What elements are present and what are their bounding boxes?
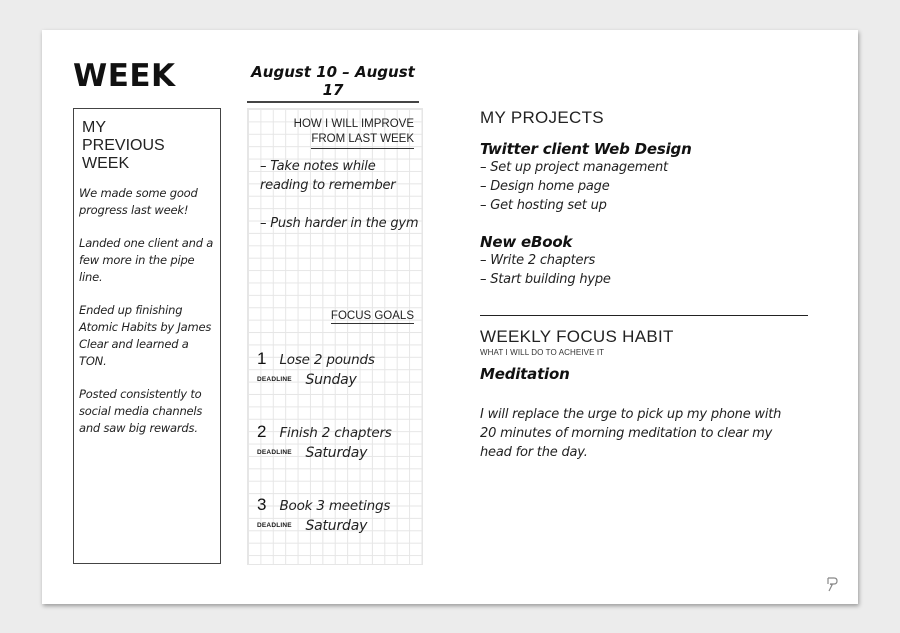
habit-description: I will replace the urge to pick up my phone with 20 minutes of morning meditation to clear my head for the day.: [480, 407, 782, 460]
brand-logo-icon: [826, 576, 838, 592]
note-paragraph: We made some good progress last week!: [79, 186, 198, 217]
note-paragraph: Ended up finishing Atomic Habits by James Clear and learned a TON.: [79, 303, 212, 368]
previous-week-panel: [73, 108, 221, 564]
project-task: – Design home page: [480, 179, 610, 194]
project-task: – Get hosting set up: [480, 198, 607, 213]
habit-subheading: WHAT I WILL DO TO ACHEIVE IT: [480, 348, 605, 357]
projects-heading: MY PROJECTS: [480, 108, 604, 127]
improve-heading-line2: FROM LAST WEEK: [311, 132, 414, 149]
improve-heading-line1: HOW I WILL IMPROVE: [293, 118, 414, 130]
goal-text: Finish 2 chapters: [279, 425, 392, 441]
project-task: – Write 2 chapters: [480, 253, 596, 268]
improve-and-goals-panel: [247, 108, 423, 565]
deadline-label: DEADLINE: [257, 376, 292, 384]
previous-week-title-line: PREVIOUS: [82, 137, 165, 154]
project-task-list: [480, 251, 810, 289]
focus-goal: [257, 349, 422, 389]
project-name: New eBook: [480, 233, 573, 251]
projects-section: [480, 108, 810, 289]
focus-goals-heading: FOCUS GOALS: [330, 310, 414, 322]
goal-deadline: Saturday: [305, 517, 368, 534]
project-task: – Set up project management: [480, 160, 668, 175]
improve-heading: [294, 117, 414, 149]
project-task: – Start building hype: [480, 272, 611, 287]
habit-name: Meditation: [480, 365, 570, 383]
previous-week-notes: [79, 185, 217, 453]
project-name: Twitter client Web Design: [480, 140, 692, 158]
planner-page: [42, 30, 858, 604]
habit-section: [480, 327, 810, 462]
goal-number: 3: [257, 495, 267, 514]
note-paragraph: Posted consistently to social media channels and saw big rewards.: [79, 387, 203, 435]
date-range: August 10 – August 17: [247, 63, 419, 103]
habit-heading: WEEKLY FOCUS HABIT: [480, 327, 674, 346]
goal-text: Book 3 meetings: [279, 498, 391, 514]
focus-goal: [257, 422, 422, 462]
focus-goal: [257, 495, 422, 535]
previous-week-title: [82, 119, 165, 173]
goal-deadline: Sunday: [305, 371, 357, 388]
improve-list: [260, 157, 420, 252]
previous-week-title-line: WEEK: [82, 155, 130, 172]
goal-number: 2: [257, 422, 267, 441]
goal-deadline: Saturday: [305, 444, 368, 461]
previous-week-title-line: MY: [82, 119, 106, 136]
section-divider: [480, 315, 808, 316]
deadline-label: DEADLINE: [257, 522, 292, 530]
goal-text: Lose 2 pounds: [279, 352, 375, 368]
page-title: WEEK: [73, 58, 176, 94]
deadline-label: DEADLINE: [257, 449, 292, 457]
project-task-list: [480, 158, 810, 215]
goal-number: 1: [257, 349, 267, 368]
improve-item: – Take notes while reading to remember: [260, 159, 396, 193]
improve-item: – Push harder in the gym: [260, 216, 419, 231]
note-paragraph: Landed one client and a few more in the pipe line.: [79, 236, 214, 284]
